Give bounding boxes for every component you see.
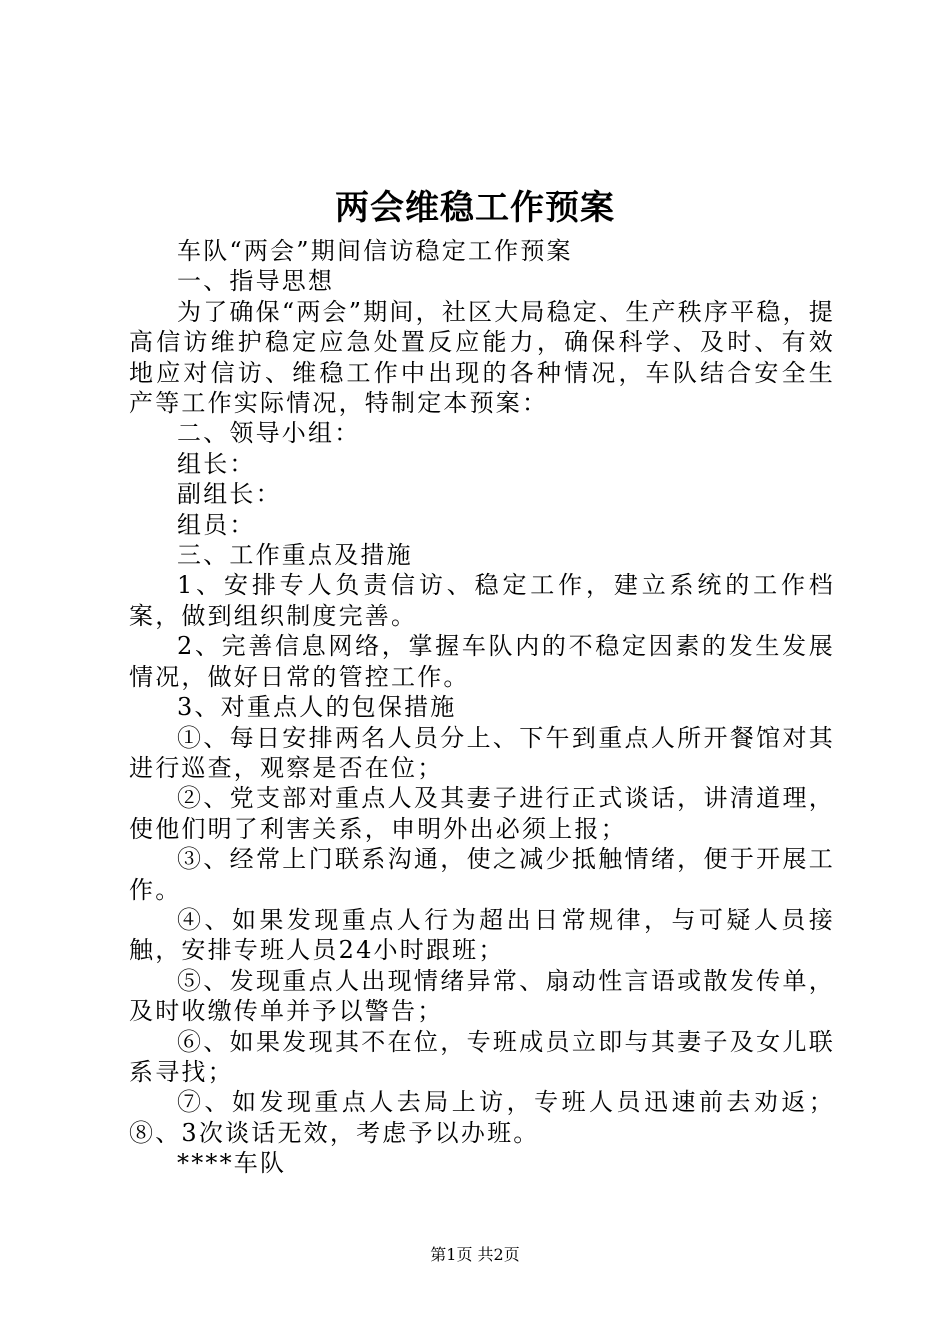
sub-measure-item: ⑦、如发现重点人去局上访，专班人员迅速前去劝返；⑧、3次谈话无效，考虑予以办班。 bbox=[129, 1088, 835, 1147]
group-leader-line: 组长： bbox=[177, 449, 256, 478]
plan-subtitle: 车队“两会”期间信访稳定工作预案 bbox=[177, 237, 573, 265]
measure-item: 1、安排专人负责信访、稳定工作，建立系统的工作档案，做到组织制度完善。 bbox=[129, 571, 835, 630]
deputy-leader-line: 副组长： bbox=[177, 480, 282, 509]
paragraph-purpose: 为了确保“两会”期间，社区大局稳定、生产秩序平稳，提高信访维护稳定应急处置反应能力，确保科学、及时、有效地应对信访、维稳工作中出现的各种情况，车队结合安全生产等工作实际情况，特制定本预案： bbox=[129, 297, 835, 418]
section-heading-leadership-group: 二、领导小组： bbox=[177, 419, 361, 448]
section-heading-guiding-thought: 一、指导思想 bbox=[177, 267, 335, 296]
sub-measure-item: ⑤、发现重点人出现情绪异常、扇动性言语或散发传单，及时收缴传单并予以警告； bbox=[129, 966, 835, 1026]
sub-measure-item: ⑥、如果发现其不在位，专班成员立即与其妻子及女儿联系寻找； bbox=[129, 1027, 835, 1086]
group-members-line: 组员： bbox=[177, 510, 256, 539]
sub-measure-item: ①、每日安排两名人员分上、下午到重点人所开餐馆对其进行巡查，观察是否在位； bbox=[129, 723, 835, 782]
section-heading-key-measures: 三、工作重点及措施 bbox=[177, 541, 413, 570]
document-title: 两会维稳工作预案 bbox=[335, 188, 615, 228]
signature-line: ****车队 bbox=[177, 1149, 287, 1178]
sub-measure-item: ③、经常上门联系沟通，使之减少抵触情绪，便于开展工作。 bbox=[129, 845, 835, 904]
measure-item: 3、对重点人的包保措施 bbox=[177, 693, 457, 722]
page-footer: 第1页 共2页 bbox=[430, 1245, 520, 1264]
document-body bbox=[129, 236, 835, 1179]
sub-measure-item: ④、如果发现重点人行为超出日常规律，与可疑人员接触，安排专班人员24小时跟班； bbox=[129, 905, 835, 965]
measure-item: 2、完善信息网络，掌握车队内的不稳定因素的发生发展情况，做好日常的管控工作。 bbox=[129, 632, 835, 691]
sub-measure-item: ②、党支部对重点人及其妻子进行正式谈话，讲清道理，使他们明了利害关系，申明外出必须上报； bbox=[129, 784, 835, 843]
